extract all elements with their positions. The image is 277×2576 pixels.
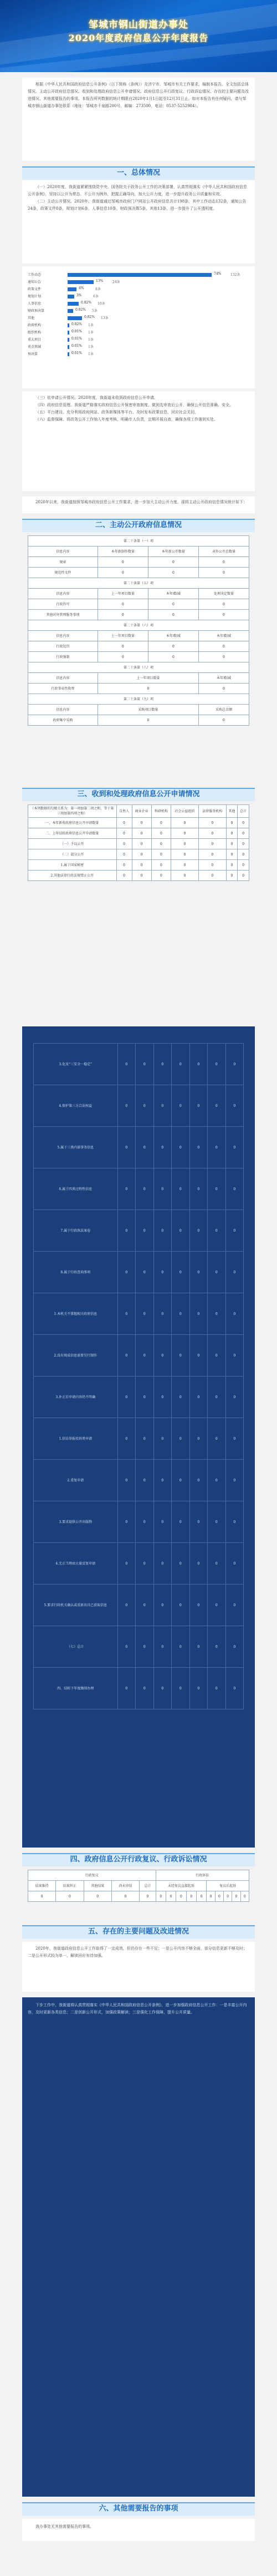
chart-value-label: 1条 bbox=[88, 338, 94, 342]
chart-category-label: 政府机构 bbox=[28, 323, 42, 327]
chart-bar-row bbox=[28, 351, 249, 357]
table-row: 一、本年新收政府信息公开申请数量 0 0 0 0 0 0 0 bbox=[28, 818, 249, 828]
chart-category-label: 重点领域 bbox=[28, 345, 42, 349]
chart-category-label: 其他 bbox=[28, 316, 35, 320]
th: 本年新制作数量 bbox=[98, 546, 148, 557]
table-row: 7.属于行政执法案卷 0 0 0 0 0 0 0 bbox=[34, 1210, 244, 1252]
chart-value-label: 24条 bbox=[112, 280, 120, 284]
chart-bar bbox=[68, 316, 82, 320]
overview-paragraph: （一）2020年度，我街道紧紧围绕党中央、国务院关于政务公开工作的决策部署，认真贯彻落实《中华人民共和国政府信息公开条例》，坚持以公开为常态、不公开为例外，把握正确导向，加大公开力度，进一步提升政务公开质量和实效。 bbox=[28, 185, 247, 196]
chart-category-label: 政策文件 bbox=[28, 287, 42, 291]
section-header-other: 六、其他需要报告的事项 bbox=[22, 2502, 255, 2516]
problems-paragraph: 下步工作中，我街道将认真贯彻落实《中华人民共和国政府信息公开条例》，进一步加强政府信息公开工作：一是丰富公开内容，及时更新各类信息；二是创新公开形式，加强政策解读；三是强化工作保障，提升公开质量。 bbox=[28, 2003, 247, 2015]
chart-bar bbox=[68, 287, 76, 291]
chart-bar bbox=[68, 345, 69, 349]
chart-bar-row bbox=[28, 286, 249, 292]
proactive-table: 第二十条第（一）项 信息内容 本年新制作数量 本年新公开数量 对外公开总数量 规章 0 0 0 规范性文件 0 0 0 第二十条第（五）项 信息内容 上一年项目数量 本年增/减 处理决定数量 行政许可 0 0 0 其他对外管理服务事项 0 0 0 第二十条第（六）项 信息内容 上一年项目数量 本年增/减 本年增/减 行政处罚 0 0 0 行政强制 0 0 0 第二十条第（八）项 信息内容 上一年项目数量 本年增/减 行政事业性收费 0 0 第二十条第（九）项 信息内容 采购项目数量 采购总金额 政府集中采购 0 0 bbox=[28, 535, 249, 726]
chart-percent-label: 0.82% bbox=[75, 308, 86, 312]
section-header-overview: 一、总体情况 bbox=[22, 166, 255, 180]
chart-category-label: 组织机构 bbox=[28, 331, 42, 335]
table-row: 2.重复申请 0 0 0 0 0 0 0 bbox=[34, 1460, 244, 1501]
chart-bar bbox=[68, 273, 212, 277]
table-row: 其他对外管理服务事项 0 0 0 bbox=[28, 610, 249, 620]
th: 对外公开总数量 bbox=[198, 546, 249, 557]
problems-paragraph: 2020年，我街道政府信息公开工作取得了一定成效，但仍存在一些不足：一是公开内容不够全面，部分信息更新不够及时；二是公开形式较为单一，解读回应有待加强。 bbox=[28, 1946, 247, 1958]
s2-note-block bbox=[22, 497, 255, 513]
chart-category-label: 人事信息 bbox=[28, 302, 42, 306]
chart-value-label: 8条 bbox=[95, 287, 101, 291]
requests-table-continued bbox=[22, 1026, 255, 1848]
chart-value-label: 1条 bbox=[88, 345, 94, 349]
banner-title-line1: 邹城市钢山街道办事处 bbox=[89, 19, 188, 31]
table-row: 行政许可 0 0 0 bbox=[28, 599, 249, 610]
overview-paragraph: （三）依申请公开情况。2020年度，我街道未收到政府信息公开申请。 bbox=[35, 396, 158, 400]
problems-text-block bbox=[22, 1942, 255, 1992]
chart-category-label: 财政预决算 bbox=[28, 309, 45, 313]
chart-percent-label: 0.01% bbox=[71, 351, 83, 355]
chart-bar-row bbox=[28, 337, 249, 343]
table-row: 政府集中采购 0 0 bbox=[28, 715, 249, 726]
chart-bar-row bbox=[28, 301, 249, 307]
overview-text-block-2 bbox=[22, 391, 255, 491]
table-row: 0 0 0 0 0 0 0 0 0 0 0 0 0 0 0 bbox=[28, 1891, 249, 1902]
chart-value-label: 1条 bbox=[88, 323, 94, 327]
chart-bar bbox=[68, 352, 69, 356]
table-row: 1.信访举报投诉类申请 0 0 0 0 0 0 0 bbox=[34, 1418, 244, 1460]
chart-bar-row bbox=[28, 293, 249, 300]
chart-percent-label: 0.82% bbox=[71, 322, 83, 326]
table-row: （一）予以公开 0 0 0 0 0 0 0 bbox=[28, 839, 249, 849]
chart-percent-label: 13% bbox=[96, 279, 104, 283]
table-row: 8.属于行政查询事项 0 0 0 0 0 0 0 bbox=[34, 1252, 244, 1293]
table-row: 3.要求提供公开出版物 0 0 0 0 0 0 0 bbox=[34, 1501, 244, 1543]
other-paragraph: 我办事处无其他需要报告的事项。 bbox=[35, 2524, 94, 2529]
chart-bar bbox=[68, 331, 69, 335]
table-row: 2.其他法律行政法规禁止公开 0 0 0 0 0 0 0 bbox=[28, 871, 249, 881]
chart-value-label: 5条 bbox=[92, 309, 98, 313]
overview-paragraph: （五）平台建设。充分利用政府网站、政务新媒体等平台，及时发布政策信息，回应社会关切。 bbox=[35, 410, 198, 414]
chart-percent-label: 0.01% bbox=[71, 330, 83, 333]
table-row: 3.危及“三安全一稳定” 0 0 0 0 0 0 0 bbox=[34, 1044, 244, 1085]
chart-percent-label: 3% bbox=[76, 293, 82, 297]
chart-bar-row bbox=[28, 344, 249, 350]
overview-text-block bbox=[22, 180, 255, 264]
chart-percent-label: 0.82% bbox=[81, 301, 92, 305]
chart-percent-label: 74% bbox=[214, 272, 222, 276]
publication-chart bbox=[22, 266, 255, 388]
chart-bars bbox=[28, 272, 249, 357]
table-row: （七）总计 0 0 0 0 0 0 0 bbox=[34, 1626, 244, 1668]
table-row: 4.无正当理由大量反复申请 0 0 0 0 0 0 0 bbox=[34, 1543, 244, 1585]
chart-value-label: 1条 bbox=[88, 331, 94, 335]
table-row: 行政强制 0 0 0 bbox=[28, 652, 249, 662]
block-title: 第二十条第（五）项 bbox=[28, 578, 249, 589]
table-row: 行政处罚 0 0 0 bbox=[28, 641, 249, 652]
chart-percent-label: 0.01% bbox=[71, 344, 83, 348]
chart-percent-label: 0.82% bbox=[84, 315, 95, 319]
section-header-review: 四、政府信息公开行政复议、行政诉讼情况 bbox=[22, 1853, 255, 1866]
overview-paragraph: （二）主动公开情况。2020年，我街道通过邹城市政府门户网站公开政府信息共计198条，其中工作动态132条，通知公告24条，政策文件8条，规划计划6条，人事信息10条，财政预决算5条，其他13条，进一步提升了公开透明度。 bbox=[28, 199, 247, 211]
report-banner bbox=[0, 0, 277, 72]
table-row: 3.补正后申请内容仍不明确 0 0 0 0 0 0 0 bbox=[34, 1376, 244, 1418]
chart-bar bbox=[68, 309, 73, 313]
th: 本年新公开数量 bbox=[148, 546, 198, 557]
problems-text-block-2 bbox=[22, 1997, 255, 2497]
other-text-block bbox=[22, 2519, 255, 2541]
section-header-requests: 三、收到和处理政府信息公开申请情况 bbox=[22, 788, 255, 801]
table-row: 5.属于三类内部事务信息 0 0 0 0 0 0 0 bbox=[34, 1127, 244, 1168]
chart-category-label: 重大项目 bbox=[28, 338, 42, 342]
block-title: 第二十条第（一）项 bbox=[28, 536, 249, 546]
chart-category-label: 预决算 bbox=[28, 352, 38, 356]
block-title: 第二十条第（六）项 bbox=[28, 620, 249, 631]
chart-bar bbox=[68, 280, 94, 284]
chart-value-label: 132条 bbox=[230, 273, 240, 277]
table-row: 1.属于国家秘密 0 0 0 0 0 0 0 bbox=[28, 860, 249, 871]
block-title: 第二十条第（八）项 bbox=[28, 662, 249, 673]
block-title: 第二十条第（九）项 bbox=[28, 694, 249, 705]
table-row: 二、上年结转政府信息公开申请数量 0 0 0 0 0 0 0 bbox=[28, 828, 249, 839]
table-row: 5.要求行政机关确认或重新出具已获取信息 0 0 0 0 0 0 0 bbox=[34, 1585, 244, 1626]
chart-bar-row bbox=[28, 330, 249, 336]
chart-category-label: 规划计划 bbox=[28, 295, 42, 298]
chart-bar-row bbox=[28, 272, 249, 278]
chart-bar bbox=[68, 302, 79, 306]
chart-category-label: 通知公告 bbox=[28, 280, 42, 284]
overview-paragraph: （四）政府信息管理。我街道严格落实政府信息公开保密审查制度，做到先审查后公开，确保公开信息准确、安全。 bbox=[35, 403, 233, 407]
requests-table: （本列数据的勾稽关系为：第一项加第二项之和，等于第三项加第四项之和） 自然人 商业企业 科研机构 社会公益组织 法律服务机构 其他 总计 一、本年新收政府信息公开申请数量 0 0 0 0 0 0 0 二、上年结转政府信息公开申请数量 0 0 0 0 0 0 0 （一）予以公开 0 0 0 0 0 0 0 （二）部分公开 0 0 0 0 0 0 0 1.属于国家秘密 0 0 0 0 0 0 0 2.其他法律行政法规禁止公开 0 0 0 0 0 0 0 bbox=[28, 804, 249, 881]
section-header-proactive: 二、主动公开政府信息情况 bbox=[22, 519, 255, 532]
intro-block bbox=[22, 78, 255, 161]
intro-text: 根据《中华人民共和国政府信息公开条例》（以下简称《条例》）及济宁市、邹城市有关工作要求，编制本报告。全文包括总体情况、主动公开政府信息情况、收到和处理政府信息公开申请情况、政府信息公开行政复议、行政诉讼情况、存在的主要问题及改进情况、其他需要报告的事项。本报告所列数据的统计期限自2020年1月1日起至12月31日止。如对本报告有任何疑问，请与邹城市钢山街道办事处联系（地址：邹城市千泉路200号，邮编：273500，电话：0537-5252984）。 bbox=[28, 82, 249, 108]
table-row: 行政事业性收费 0 0 bbox=[28, 684, 249, 694]
banner-title-line2: 2020年度政府信息公开年度报告 bbox=[68, 33, 209, 43]
chart-bar bbox=[68, 323, 69, 327]
table-row: 四、结转下年度继续办理 0 0 0 0 0 0 0 bbox=[34, 1668, 244, 1709]
table-row: 规范性文件 0 0 0 bbox=[28, 568, 249, 578]
chart-value-label: 1条 bbox=[88, 352, 94, 356]
table-row: 6.属于四类过程性信息 0 0 0 0 0 0 0 bbox=[34, 1168, 244, 1210]
chart-value-label: 6条 bbox=[93, 295, 99, 298]
chart-bar-row bbox=[28, 279, 249, 285]
chart-percent-label: 4% bbox=[79, 286, 84, 290]
table-row: 规章 0 0 0 bbox=[28, 557, 249, 568]
chart-bar bbox=[68, 338, 69, 342]
chart-bar-row bbox=[28, 315, 249, 321]
s2-note: 2020年以来，我街道按照邹城市政府信息公开工作要求，进一步加大主动公开力度，现将主动公开政府信息情况统计如下： bbox=[35, 500, 247, 504]
table-row: 1.本机关不掌握相关政府信息 0 0 0 0 0 0 0 bbox=[34, 1293, 244, 1335]
table-row: 4.保护第三方合法权益 0 0 0 0 0 0 0 bbox=[34, 1085, 244, 1127]
chart-percent-label: 0.01% bbox=[71, 337, 83, 341]
chart-category-label: 工作动态 bbox=[28, 273, 42, 277]
overview-paragraph: （六）监督保障。将政务公开工作纳入年度考核，明确专人负责，定期开展自查，确保各项工作落到实处。 bbox=[35, 417, 218, 422]
chart-bar bbox=[68, 295, 74, 298]
section-header-problems: 五、存在的主要问题及改进情况 bbox=[22, 1925, 255, 1939]
th: 信息内容 bbox=[28, 546, 98, 557]
chart-value-label: 10条 bbox=[98, 302, 105, 306]
chart-bar-row bbox=[28, 308, 249, 314]
chart-bar-row bbox=[28, 322, 249, 328]
table-row: （二）部分公开 0 0 0 0 0 0 0 bbox=[28, 849, 249, 860]
chart-value-label: 13条 bbox=[101, 316, 109, 320]
table-row: 2.没有现成信息需要另行制作 0 0 0 0 0 0 0 bbox=[34, 1335, 244, 1376]
review-table: 行政复议 行政诉讼 结果维持 结果纠正 其他结果 尚未审结 总计 未经复议直接起诉 复议后起诉 0 0 0 0 0 0 0 0 0 0 0 0 0 0 0 bbox=[28, 1870, 249, 1902]
